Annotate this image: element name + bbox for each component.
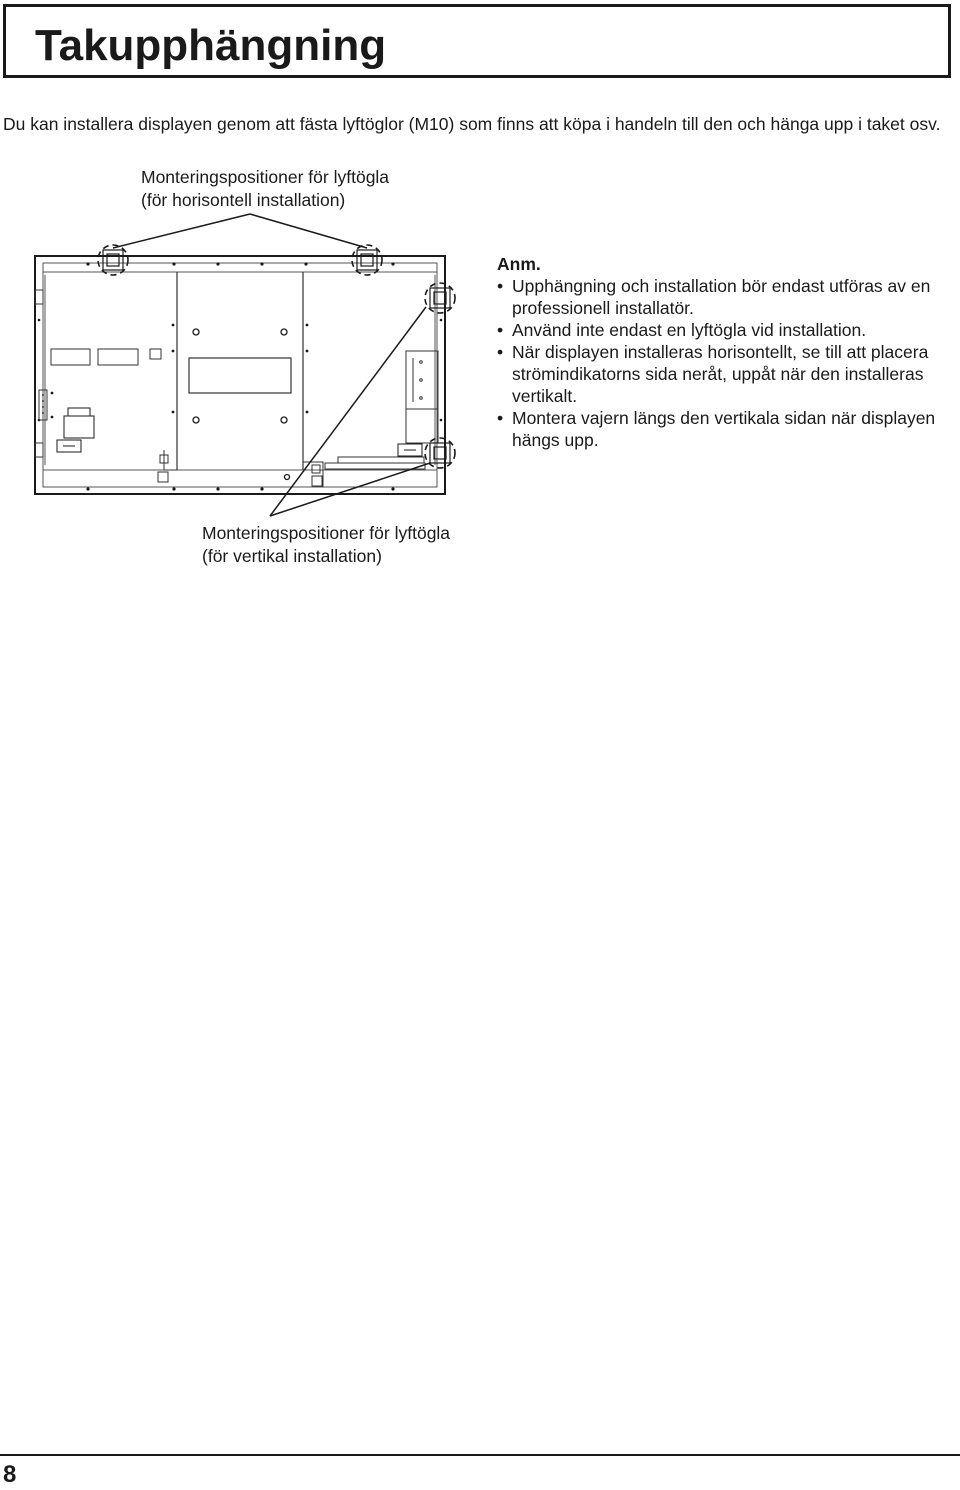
note-item: • När displayen installeras horisontellt, se till att placera strömindikatorns sida neråt, uppåt när den installeras vertikalt. (497, 342, 929, 406)
caption-horizontal-line1: Monteringspositioner för lyftögla (141, 167, 390, 187)
note-item: • Montera vajern längs den vertikala sidan när displayen hängs upp. (497, 408, 936, 450)
note-item: • Använd inte endast en lyftögla vid installation. (497, 320, 867, 340)
notes-section (497, 253, 957, 451)
notes-heading: Anm. (497, 254, 541, 274)
footer-rule (0, 1454, 960, 1456)
caption-vertical (202, 522, 450, 568)
caption-horizontal-line2: (för horisontell installation) (141, 190, 346, 210)
bullet-dot-icon: • (497, 276, 504, 296)
leader-line-horizontal-left (113, 214, 250, 248)
display-outer-frame (35, 256, 445, 494)
page-number: 8 (3, 1461, 17, 1488)
page-title: Takupphängning (35, 21, 387, 70)
bullet-dot-icon: • (497, 342, 504, 362)
notes-list (497, 275, 957, 451)
leader-line-horizontal-right (250, 214, 367, 248)
caption-vertical-line2: (för vertikal installation) (202, 546, 382, 566)
caption-vertical-line1: Monteringspositioner för lyftögla (202, 523, 451, 543)
bullet-dot-icon: • (497, 320, 504, 340)
bullet-dot-icon: • (497, 408, 504, 428)
intro-paragraph: Du kan installera displayen genom att fästa lyftöglor (M10) som finns att köpa i handeln till den och hänga upp i taket osv. (3, 114, 941, 134)
note-item: • Upphängning och installation bör endast utföras av en professionell installatör. (497, 276, 931, 318)
